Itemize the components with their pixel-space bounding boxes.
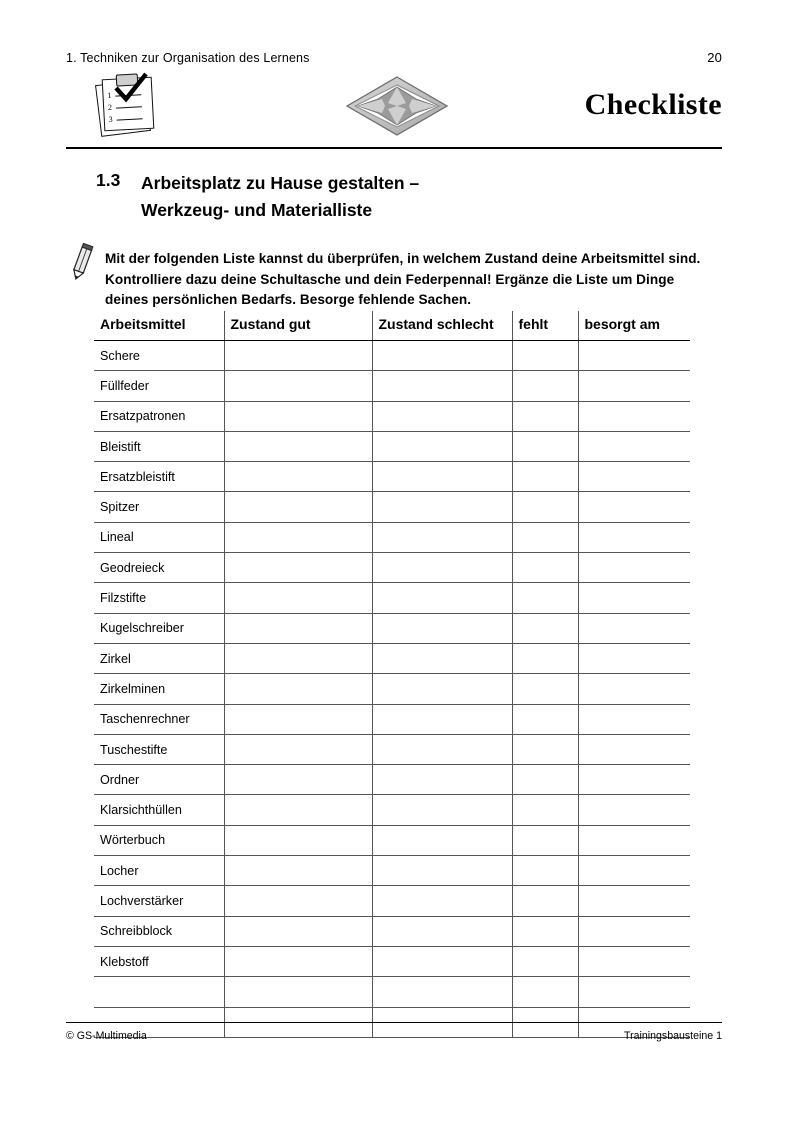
cell-zustand-gut[interactable] [224, 886, 372, 916]
table-row [94, 886, 690, 916]
cell-besorgt-am[interactable] [578, 371, 690, 401]
cell-fehlt[interactable] [512, 341, 578, 371]
cell-fehlt[interactable] [512, 825, 578, 855]
cell-besorgt-am[interactable] [578, 734, 690, 764]
header-band [66, 72, 722, 142]
cell-zustand-schlecht[interactable] [372, 734, 512, 764]
cell-zustand-schlecht[interactable] [372, 462, 512, 492]
row-label: Lineal [94, 522, 224, 552]
row-label: Spitzer [94, 492, 224, 522]
cell-besorgt-am[interactable] [578, 704, 690, 734]
table-row [94, 431, 690, 461]
section-title-line1: Arbeitsplatz zu Hause gestalten – [141, 173, 420, 193]
section-number: 1.3 [96, 170, 121, 190]
cell-zustand-schlecht[interactable] [372, 341, 512, 371]
cell-zustand-gut[interactable] [224, 522, 372, 552]
document-type-title: Checkliste [584, 88, 722, 121]
footer-series: Trainingsbausteine 1 [624, 1030, 722, 1043]
cell-zustand-schlecht[interactable] [372, 613, 512, 643]
clipboard-number-3: 3 [108, 114, 113, 125]
cell-fehlt[interactable] [512, 946, 578, 976]
row-label: Bleistift [94, 431, 224, 461]
cell-fehlt[interactable] [512, 431, 578, 461]
cell-besorgt-am[interactable] [578, 916, 690, 946]
cell-fehlt[interactable] [512, 553, 578, 583]
cell-zustand-schlecht[interactable] [372, 492, 512, 522]
clipboard-number-1: 1 [107, 90, 112, 101]
cell-fehlt[interactable] [512, 643, 578, 673]
row-label: Taschenrechner [94, 704, 224, 734]
cell-zustand-schlecht[interactable] [372, 401, 512, 431]
section-title-line2: Werkzeug- und Materialliste [141, 200, 373, 220]
cell-zustand-schlecht[interactable] [372, 643, 512, 673]
checklist-table [94, 311, 690, 1038]
cell-besorgt-am[interactable] [578, 553, 690, 583]
cell-fehlt[interactable] [512, 795, 578, 825]
cell-fehlt[interactable] [512, 492, 578, 522]
row-label: Ersatzpatronen [94, 401, 224, 431]
cell-zustand-gut[interactable] [224, 613, 372, 643]
table-row [94, 795, 690, 825]
table-row [94, 643, 690, 673]
row-label: Klarsichthüllen [94, 795, 224, 825]
page-header [66, 50, 722, 65]
section-title [141, 170, 641, 224]
clipboard-rule-2 [116, 106, 142, 109]
cell-besorgt-am[interactable] [578, 643, 690, 673]
cell-besorgt-am[interactable] [578, 492, 690, 522]
row-label: Locher [94, 856, 224, 886]
clipboard-number-2: 2 [107, 102, 113, 113]
table-row [94, 977, 690, 1007]
checklist-table-wrap [94, 311, 690, 1038]
cell-zustand-gut[interactable] [224, 795, 372, 825]
row-label: Filzstifte [94, 583, 224, 613]
table-row [94, 522, 690, 552]
cell-zustand-gut[interactable] [224, 765, 372, 795]
cell-fehlt[interactable] [512, 462, 578, 492]
cell-fehlt[interactable] [512, 734, 578, 764]
row-label: Kugelschreiber [94, 613, 224, 643]
row-label: Füllfeder [94, 371, 224, 401]
table-row [94, 946, 690, 976]
table-row [94, 704, 690, 734]
cell-besorgt-am[interactable] [578, 522, 690, 552]
table-header-row [94, 311, 690, 341]
cell-besorgt-am[interactable] [578, 341, 690, 371]
cell-besorgt-am[interactable] [578, 613, 690, 643]
row-label: Lochverstärker [94, 886, 224, 916]
cell-fehlt[interactable] [512, 401, 578, 431]
cell-besorgt-am[interactable] [578, 946, 690, 976]
column-header-fehlt: fehlt [512, 311, 578, 341]
row-label: Zirkel [94, 643, 224, 673]
cell-fehlt[interactable] [512, 674, 578, 704]
table-row [94, 583, 690, 613]
cell-fehlt[interactable] [512, 583, 578, 613]
cell-zustand-gut[interactable] [224, 401, 372, 431]
row-label: Geodreieck [94, 553, 224, 583]
cell-fehlt[interactable] [512, 371, 578, 401]
row-label: Klebstoff [94, 946, 224, 976]
cell-zustand-gut[interactable] [224, 431, 372, 461]
row-label: Zirkelminen [94, 674, 224, 704]
cell-zustand-schlecht[interactable] [372, 674, 512, 704]
cell-zustand-gut[interactable] [224, 583, 372, 613]
table-row [94, 462, 690, 492]
cell-zustand-gut[interactable] [224, 553, 372, 583]
cell-zustand-schlecht[interactable] [372, 522, 512, 552]
row-label: Schreibblock [94, 916, 224, 946]
cell-besorgt-am[interactable] [578, 825, 690, 855]
cell-zustand-gut[interactable] [224, 704, 372, 734]
table-row [94, 492, 690, 522]
cell-besorgt-am[interactable] [578, 431, 690, 461]
cell-fehlt[interactable] [512, 916, 578, 946]
intro-text: Mit der folgenden Liste kannst du überprüfen, in welchem Zustand deine Arbeitsmittel sind. Kontrolliere dazu deine Schultasche und dein Federpennal! Ergänze die Liste um Dinge deines persönlichen Bedarfs. Besorge fehlende Sachen. [105, 251, 701, 307]
row-label: Ordner [94, 765, 224, 795]
table-row [94, 613, 690, 643]
cell-zustand-schlecht[interactable] [372, 856, 512, 886]
cell-zustand-gut[interactable] [224, 492, 372, 522]
cell-zustand-gut[interactable] [224, 825, 372, 855]
table-row [94, 371, 690, 401]
cell-zustand-schlecht[interactable] [372, 371, 512, 401]
cell-zustand-schlecht[interactable] [372, 583, 512, 613]
cell-fehlt[interactable] [512, 977, 578, 1007]
table-row [94, 856, 690, 886]
row-label: Wörterbuch [94, 825, 224, 855]
cell-besorgt-am[interactable] [578, 856, 690, 886]
cell-zustand-schlecht[interactable] [372, 916, 512, 946]
column-header-zustand-schlecht: Zustand schlecht [372, 311, 512, 341]
pencil-icon [68, 243, 96, 281]
table-row [94, 916, 690, 946]
cell-zustand-schlecht[interactable] [372, 825, 512, 855]
row-label: Ersatzbleistift [94, 462, 224, 492]
cell-zustand-schlecht[interactable] [372, 553, 512, 583]
cell-besorgt-am[interactable] [578, 583, 690, 613]
table-row [94, 765, 690, 795]
cell-zustand-gut[interactable] [224, 371, 372, 401]
row-label: Schere [94, 341, 224, 371]
cell-fehlt[interactable] [512, 765, 578, 795]
cell-zustand-gut[interactable] [224, 977, 372, 1007]
header-page-number: 20 [707, 50, 722, 65]
cell-fehlt[interactable] [512, 522, 578, 552]
cell-zustand-gut[interactable] [224, 946, 372, 976]
footer-copyright: © GS-Multimedia [66, 1030, 147, 1043]
cell-zustand-schlecht[interactable] [372, 431, 512, 461]
cell-zustand-schlecht[interactable] [372, 795, 512, 825]
clipboard-rule-3 [117, 118, 143, 121]
header-divider [66, 147, 722, 149]
diamond-star-logo-icon [344, 74, 450, 138]
cell-zustand-gut[interactable] [224, 916, 372, 946]
cell-zustand-gut[interactable] [224, 462, 372, 492]
cell-besorgt-am[interactable] [578, 674, 690, 704]
row-label: Tuschestifte [94, 734, 224, 764]
cell-fehlt[interactable] [512, 856, 578, 886]
cell-zustand-schlecht[interactable] [372, 704, 512, 734]
cell-besorgt-am[interactable] [578, 886, 690, 916]
header-chapter: 1. Techniken zur Organisation des Lernens [66, 51, 310, 65]
table-row [94, 341, 690, 371]
column-header-zustand-gut: Zustand gut [224, 311, 372, 341]
cell-zustand-gut[interactable] [224, 341, 372, 371]
column-header-arbeitsmittel: Arbeitsmittel [94, 311, 224, 341]
cell-fehlt[interactable] [512, 613, 578, 643]
table-row [94, 734, 690, 764]
checkmark-icon [114, 72, 148, 106]
cell-fehlt[interactable] [512, 886, 578, 916]
clipboard-checklist-icon [94, 76, 160, 138]
table-body [94, 341, 690, 1038]
cell-besorgt-am[interactable] [578, 765, 690, 795]
cell-zustand-schlecht[interactable] [372, 886, 512, 916]
row-label[interactable] [94, 977, 224, 1007]
cell-besorgt-am[interactable] [578, 977, 690, 1007]
cell-zustand-schlecht[interactable] [372, 946, 512, 976]
cell-zustand-gut[interactable] [224, 643, 372, 673]
cell-zustand-schlecht[interactable] [372, 765, 512, 795]
cell-zustand-schlecht[interactable] [372, 977, 512, 1007]
cell-besorgt-am[interactable] [578, 795, 690, 825]
cell-fehlt[interactable] [512, 704, 578, 734]
table-row [94, 674, 690, 704]
cell-zustand-gut[interactable] [224, 856, 372, 886]
cell-zustand-gut[interactable] [224, 674, 372, 704]
table-row [94, 825, 690, 855]
table-row [94, 553, 690, 583]
page-footer [66, 1022, 722, 1042]
cell-besorgt-am[interactable] [578, 401, 690, 431]
cell-besorgt-am[interactable] [578, 462, 690, 492]
cell-zustand-gut[interactable] [224, 734, 372, 764]
table-row [94, 401, 690, 431]
column-header-besorgt-am: besorgt am [578, 311, 690, 341]
